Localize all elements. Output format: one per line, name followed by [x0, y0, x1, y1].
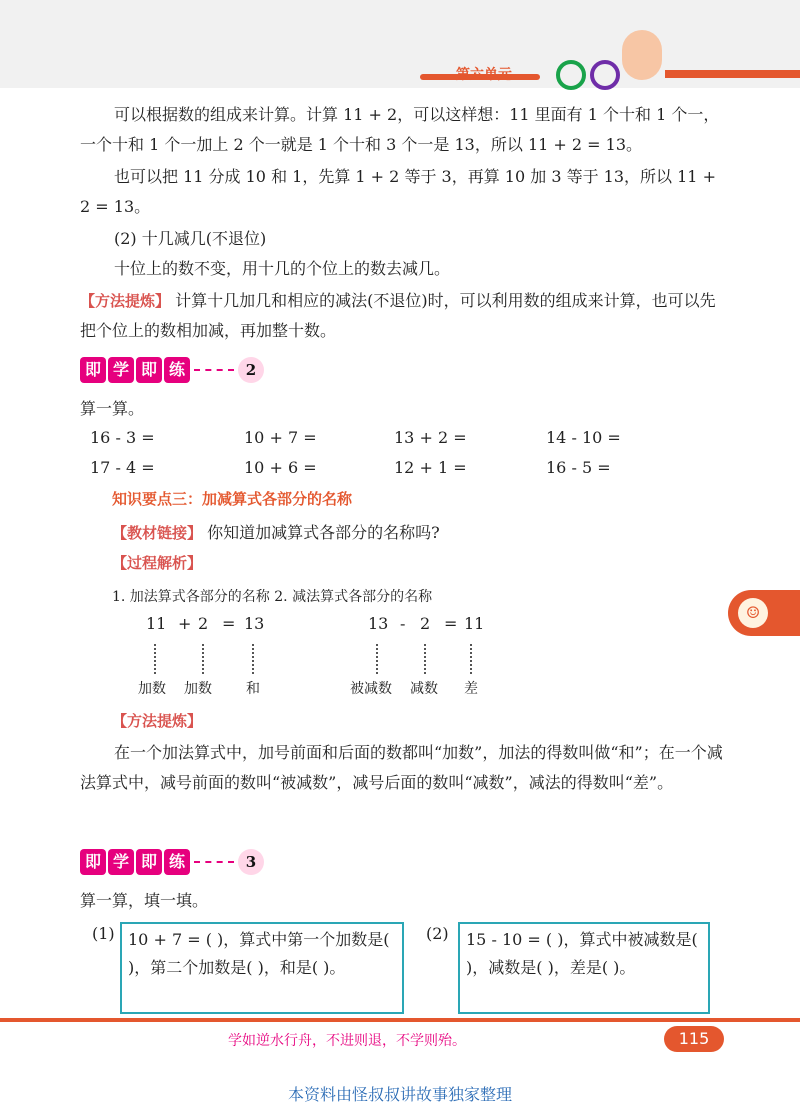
eq-part: 11 — [146, 614, 167, 633]
equation: 12 + 1 = — [394, 458, 467, 477]
equation: 17 - 4 = — [90, 458, 155, 477]
method-paragraph-1 — [80, 286, 730, 346]
practice-char: 练 — [164, 849, 190, 875]
practice3-instruction: 算一算，填一填。 — [80, 891, 209, 910]
paragraph-split: 也可以把 11 分成 10 和 1，先算 1 + 2 等于 3，再算 10 加 3 等于 13，所以 11 + 2 = 13。 — [80, 167, 716, 216]
footer-line — [0, 1018, 800, 1022]
practice2-instruction: 算一算。 — [80, 399, 145, 418]
method-text: 计算十几加几和相应的减法(不退位)时，可以利用数的组成来计算，也可以先把个位上的数相加减，再加整十数。 — [80, 291, 716, 340]
term-name: 和 — [246, 681, 260, 697]
textbook-link — [112, 518, 732, 548]
practice-char: 学 — [108, 849, 134, 875]
eq-part: 13 — [368, 614, 389, 633]
question-label: (1) — [92, 924, 115, 943]
method-label: 【方法提炼】 — [80, 292, 171, 310]
dotted-connector — [424, 644, 426, 674]
paragraph-composition: 可以根据数的组成来计算。计算 11 + 2，可以这样想：11 里面有 1 个十和 1 个一，一个十和 1 个一加上 2 个一就是 1 个十和 3 个一是 13，所以 11 + 2 = 13。 — [80, 105, 720, 154]
practice-char: 即 — [136, 357, 162, 383]
unit-label: 第六单元 — [456, 67, 512, 83]
question-box-2: 15 - 10 = ( )，算式中被减数是( )，减数是( )，差是( )。 — [458, 922, 710, 1014]
method-label-2: 【方法提炼】 — [112, 712, 203, 730]
practice-dash — [194, 369, 234, 371]
eq-part: 11 — [464, 614, 485, 633]
footer-motto: 学如逆水行舟，不进则退，不学则殆。 — [228, 1033, 466, 1049]
dotted-connector — [376, 644, 378, 674]
practice-char: 即 — [80, 357, 106, 383]
eq-part: = — [222, 614, 236, 633]
process-label: 【过程解析】 — [112, 554, 203, 572]
subheading-minus: (2) 十几减几(不退位) — [114, 229, 267, 248]
equation: 10 + 6 = — [244, 458, 317, 477]
practice-char: 即 — [80, 849, 106, 875]
term-name: 差 — [464, 681, 478, 697]
mascot-icon: ☺ — [738, 598, 768, 628]
header-decoration — [665, 70, 800, 78]
ring-icon — [556, 60, 586, 90]
dotted-connector — [252, 644, 254, 674]
cartoon-girl-icon — [622, 30, 662, 80]
term-name: 加数 — [138, 681, 166, 697]
practice-dash — [194, 861, 234, 863]
term-name: 被减数 — [350, 681, 392, 697]
link-label: 【教材链接】 — [112, 524, 203, 542]
practice-number: 2 — [238, 357, 264, 383]
eq-part: + — [178, 614, 192, 633]
practice-number: 3 — [238, 849, 264, 875]
knowledge-point-title: 知识要点三：加减算式各部分的名称 — [112, 490, 353, 508]
link-text: 你知道加减算式各部分的名称吗? — [207, 523, 440, 542]
eq-part: 13 — [244, 614, 265, 633]
question-label: (2) — [426, 924, 449, 943]
eq-part: 2 — [198, 614, 209, 633]
question-box-1: 10 + 7 = ( )，算式中第一个加数是( )，第二个加数是( )，和是( )。 — [120, 922, 404, 1014]
equation: 10 + 7 = — [244, 428, 317, 447]
subheading-minus-text: 十位上的数不变，用十几的个位上的数去减几。 — [114, 259, 451, 278]
term-name: 减数 — [410, 681, 438, 697]
practice-char: 学 — [108, 357, 134, 383]
equation: 16 - 5 = — [546, 458, 611, 477]
page-number: 115 — [664, 1026, 724, 1052]
term-name: 加数 — [184, 681, 212, 697]
credit-line: 本资料由怪叔叔讲故事独家整理 — [287, 1085, 512, 1104]
eq-part: = — [444, 614, 458, 633]
equation: 14 - 10 = — [546, 428, 621, 447]
dotted-connector — [202, 644, 204, 674]
practice-banner — [80, 354, 264, 386]
equation: 16 - 3 = — [90, 428, 155, 447]
equation: 13 + 2 = — [394, 428, 467, 447]
dotted-connector — [154, 644, 156, 674]
practice-char: 即 — [136, 849, 162, 875]
names-heading: 1. 加法算式各部分的名称 2. 减法算式各部分的名称 — [112, 589, 433, 605]
ring-icon — [590, 60, 620, 90]
eq-part: 2 — [420, 614, 431, 633]
side-tab — [728, 590, 800, 636]
eq-part: - — [400, 614, 406, 633]
practice-char: 练 — [164, 357, 190, 383]
method-text-2: 在一个加法算式中，加号前面和后面的数都叫“加数”，加法的得数叫做“和”；在一个减法算式中，减号前面的数叫“被减数”，减号后面的数叫“减数”，减法的得数叫“差”。 — [80, 743, 723, 792]
dotted-connector — [470, 644, 472, 674]
practice-banner — [80, 846, 264, 878]
